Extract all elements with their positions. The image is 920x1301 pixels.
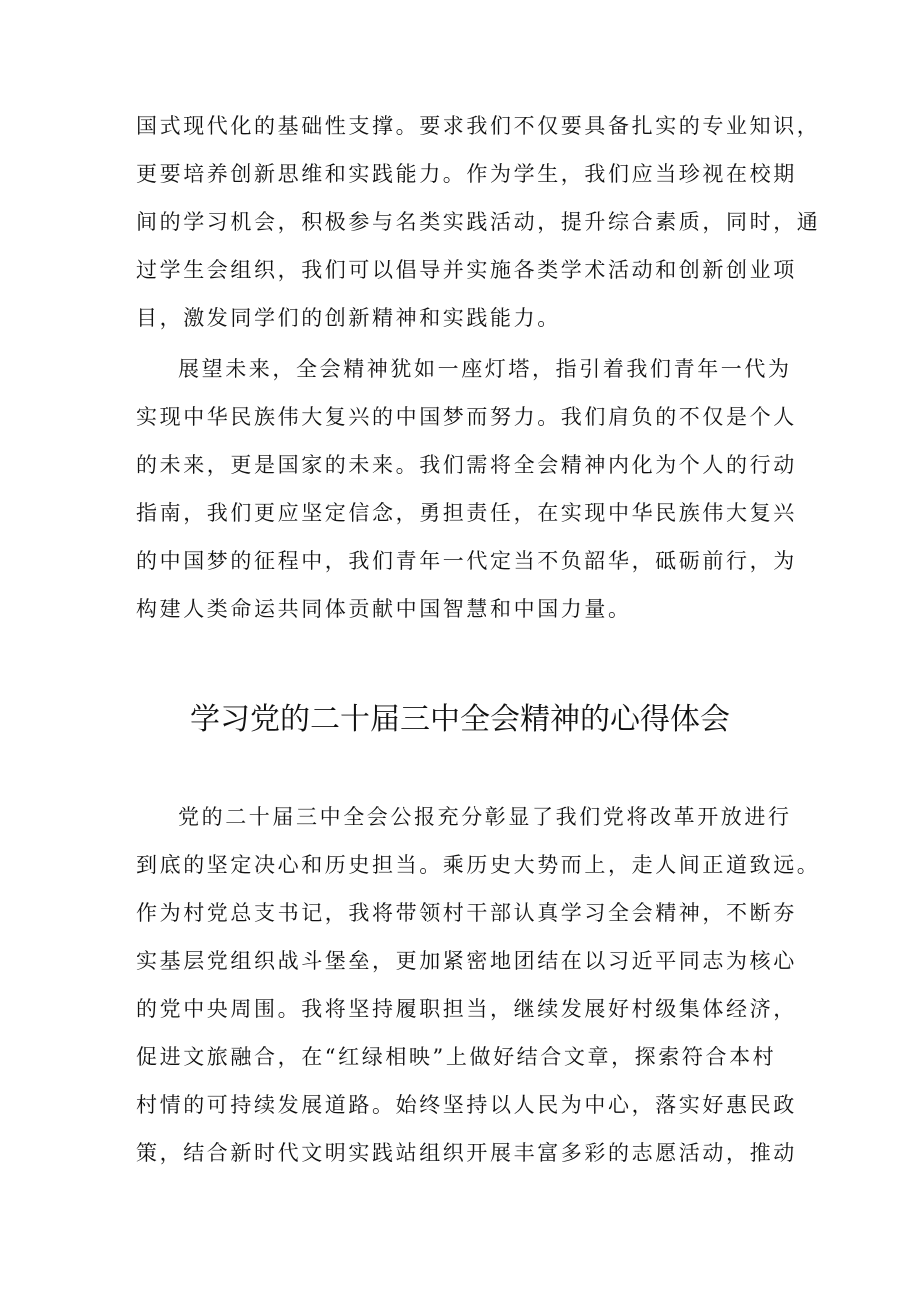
paragraph-line: 到底的坚定决心和历史担当。乘历史大势而上，走人间正道致远。 (136, 853, 821, 877)
paragraph-line: 策，结合新时代文明实践站组织开展丰富多彩的志愿活动，推动 (136, 1141, 797, 1165)
paragraph-line: 展望未来，全会精神犹如一座灯塔，指引着我们青年一代为 (178, 357, 792, 381)
paragraph-line: 指南，我们更应坚定信念，勇担责任，在实现中华民族伟大复兴 (136, 501, 797, 525)
paragraph-line: 过学生会组织，我们可以倡导并实施各类学术活动和创新创业项 (136, 258, 797, 282)
paragraph-3 (136, 793, 821, 1177)
paragraph-line: 更要培养创新思维和实践能力。作为学生，我们应当珍视在校期 (136, 162, 797, 186)
section-title: 学习党的二十届三中全会精神的心得体会 (190, 702, 730, 737)
paragraph-line: 党的二十届三中全会公报充分彰显了我们党将改革开放进行 (178, 805, 792, 829)
paragraph-line: 的未来，更是国家的未来。我们需将全会精神内化为个人的行动 (136, 453, 797, 477)
paragraph-1 (136, 102, 821, 342)
paragraph-line: 的党中央周围。我将坚持履职担当，继续发展好村级集体经济， (136, 997, 797, 1021)
paragraph-line: 实现中华民族伟大复兴的中国梦而努力。我们肩负的不仅是个人 (136, 405, 797, 429)
paragraph-2 (136, 345, 806, 633)
paragraph-line: 构建人类命运共同体贡献中国智慧和中国力量。 (136, 597, 632, 621)
paragraph-line: 作为村党总支书记，我将带领村干部认真学习全会精神，不断夯 (136, 901, 797, 925)
paragraph-line: 村情的可持续发展道路。始终坚持以人民为中心，落实好惠民政 (136, 1093, 797, 1117)
paragraph-line: 促进文旅融合，在“红绿相映”上做好结合文章，探索符合本村 (136, 1045, 777, 1069)
paragraph-line: 国式现代化的基础性支撑。要求我们不仅要具备扎实的专业知识， (136, 114, 821, 138)
paragraph-line: 实基层党组织战斗堡垒，更加紧密地团结在以习近平同志为核心 (136, 949, 797, 973)
paragraph-line: 间的学习机会，积极参与名类实践活动，提升综合素质，同时，通 (136, 210, 821, 234)
paragraph-line: 的中国梦的征程中，我们青年一代定当不负韶华，砥砺前行，为 (136, 549, 797, 573)
paragraph-line: 目，激发同学们的创新精神和实践能力。 (136, 306, 561, 330)
